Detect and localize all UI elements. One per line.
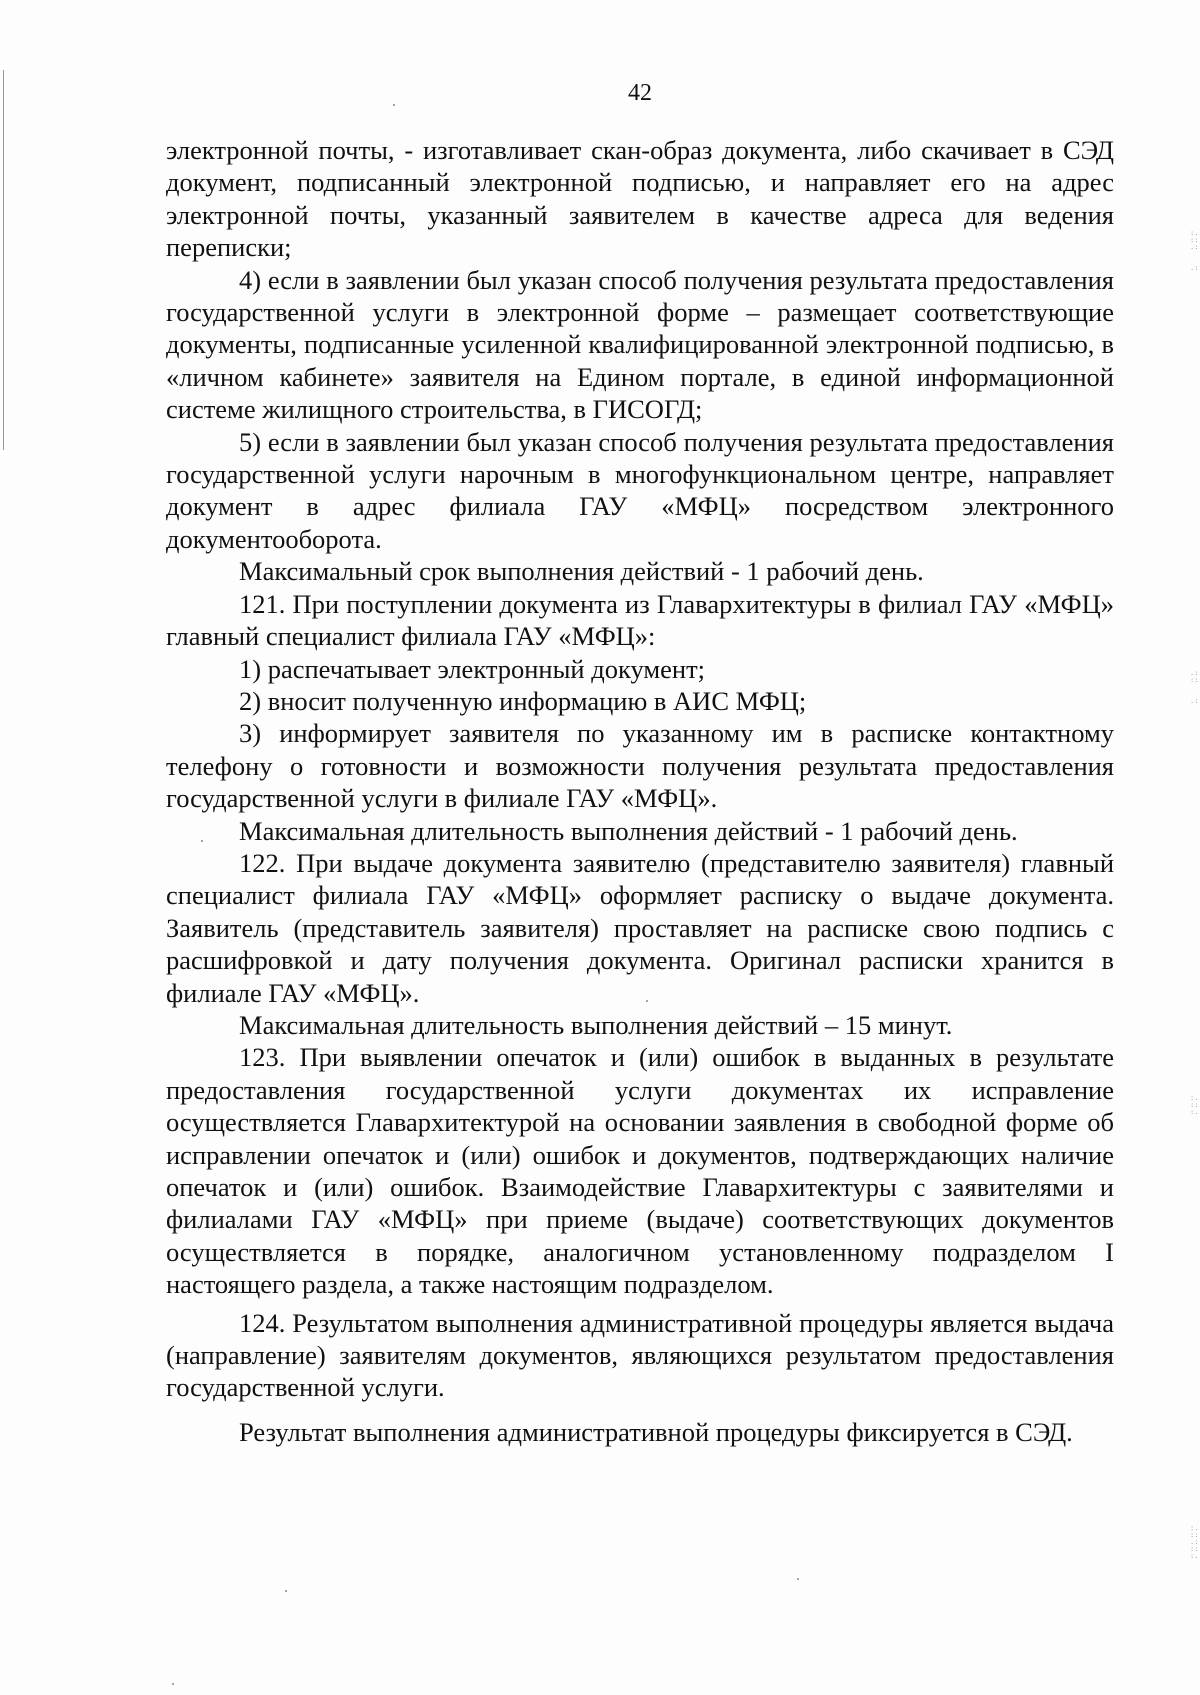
scan-speck	[797, 1578, 799, 1580]
document-body	[166, 134, 1114, 1448]
scan-speck	[201, 840, 203, 842]
paragraph-124: 124. Результатом выполнения административной процедуры является выдача (направление) заявителям документов, являющихся результатом предоставления государственной услуги.	[166, 1307, 1114, 1403]
paragraph-continuation: электронной почты, - изготавливает скан-образ документа, либо скачивает в СЭД документ, подписанный электронной подписью, и направляет его на адрес электронной почты, указанный заявителем в качестве адреса для ведения переписки;	[166, 135, 1114, 263]
scan-artifact: :. :: .: :: :.	[1190, 1524, 1199, 1560]
scan-speck	[172, 1683, 174, 1685]
paragraph-123: 123. При выявлении опечаток и (или) ошибок в выданных в результате предоставления государственной услуги документах их исправление осуществляется Главархитектурой на основании заявления в свободной форме об исправлении опечаток и (или) ошибок и документов, подтверждающих наличие опечаток и (или) ошибок. Взаимодействие Главархитектуры с заявителями и филиалами ГАУ «МФЦ» при приеме (выдаче) соответствующих документов осуществляется в порядке, аналогичном установленному подразделом I настоящего раздела, а также настоящим подразделом.	[166, 1042, 1114, 1300]
paragraph-121-item-3: 3) информирует заявителя по указанному им в расписке контактному телефону о готовности и возможности получения результата предоставления государственной услуги в филиале ГАУ «МФЦ».	[166, 718, 1114, 814]
scan-artifact: :. :: :.	[1190, 1094, 1199, 1116]
scan-edge-line	[3, 70, 4, 450]
paragraph-121: 121. При поступлении документа из Главархитектуры в филиал ГАУ «МФЦ» главный специалист филиала ГАУ «МФЦ»:	[166, 588, 1114, 652]
paragraph-result: Результат выполнения административной процедуры фиксируется в СЭД.	[239, 1416, 1073, 1447]
scan-speck	[646, 1000, 648, 1002]
paragraph-122: 122. При выдаче документа заявителю (представителю заявителя) главный специалист филиала ГАУ «МФЦ» оформляет расписку о выдаче документа. Заявитель (представитель заявителя) проставляет на расписке свою подпись с расшифровкой и дату получения документа. Оригинал расписки хранится в филиале ГАУ «МФЦ».	[166, 847, 1114, 1008]
scan-artifact: .: :: .:	[1190, 669, 1199, 705]
page-number: 42	[628, 80, 652, 106]
scan-speck	[285, 1590, 287, 1592]
paragraph-121-item-1: 1) распечатывает электронный документ;	[239, 653, 706, 684]
paragraph-deadline-3: Максимальная длительность выполнения действий – 15 минут.	[239, 1009, 953, 1040]
scan-artifact: :. :: .: .:	[1190, 229, 1199, 272]
paragraph-item-5: 5) если в заявлении был указан способ получения результата предоставления государственной услуги нарочным в многофункциональном центре, направляет документ в адрес филиала ГАУ «МФЦ» посредством электронного документооборота.	[166, 426, 1114, 554]
paragraph-deadline-1: Максимальный срок выполнения действий - 1 рабочий день.	[239, 556, 924, 587]
scan-speck	[393, 104, 395, 106]
paragraph-item-4: 4) если в заявлении был указан способ получения результата предоставления государственной услуги в электронной форме – размещает соответствующие документы, подписанные усиленной квалифицированной электронной подписью, в «личном кабинете» заявителя на Едином портале, в единой информационной системе жилищного строительства, в ГИСОГД;	[166, 264, 1114, 425]
paragraph-deadline-2: Максимальная длительность выполнения действий - 1 рабочий день.	[239, 815, 1018, 846]
paragraph-121-item-2: 2) вносит полученную информацию в АИС МФЦ;	[239, 685, 807, 716]
